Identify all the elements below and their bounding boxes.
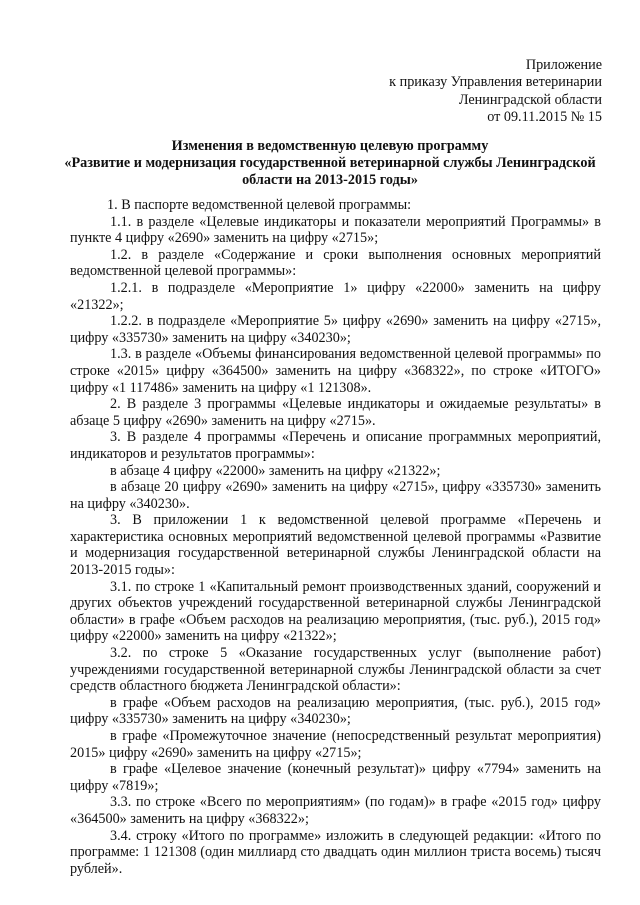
paragraph-3-appendix-1: 3. В приложении 1 к ведомственной целевой программе «Перечень и характеристика основных мероприятий ведомственной целевой программы «Развитие и модернизация государственной ветеринарной службы Ленинградской области на 2013-2015 годы»:: [70, 512, 601, 579]
document-title: [60, 138, 600, 189]
title-line: области на 2013-2015 годы»: [242, 172, 418, 188]
title-line: Изменения в ведомственную целевую программу: [171, 138, 489, 154]
paragraph-1: 1. В паспорте ведомственной целевой программы:: [107, 197, 412, 213]
appendix-line: Приложение: [525, 57, 602, 73]
paragraph-3-2-intermediate: в графе «Промежуточное значение (непосредственный результат мероприятия) 2015» цифру «2690» заменить на цифру «2715»;: [70, 728, 601, 761]
appendix-line: к приказу Управления ветеринарии: [389, 74, 602, 91]
title-line: «Развитие и модернизация государственной ветеринарной службы Ленинградской: [64, 155, 596, 171]
paragraph-3-2: 3.2. по строке 5 «Оказание государственных услуг (выполнение работ) учреждениями государственной ветеринарной службы Ленинградской области за счет средств областного бюджета Ленинградской области»:: [70, 645, 601, 695]
paragraph-1-1: 1.1. в разделе «Целевые индикаторы и показатели мероприятий Программы» в пункте 4 цифру «2690» заменить на цифру «2715»;: [70, 213, 601, 247]
paragraph-1-2: 1.2. в разделе «Содержание и сроки выполнения основных мероприятий ведомственной целевой программы»:: [70, 246, 601, 280]
paragraph-1-2-2: 1.2.2. в подразделе «Мероприятие 5» цифру «2690» заменить на цифру «2715», цифру «335730» заменить на цифру «340230»;: [70, 313, 601, 346]
paragraph-3-indent-20: в абзаце 20 цифру «2690» заменить на цифру «2715», цифру «335730» заменить на цифру «340230».: [70, 479, 601, 512]
paragraph-3-1: 3.1. по строке 1 «Капитальный ремонт производственных зданий, сооружений и других объектов учреждений государственной ветеринарной службы Ленинградской области» в графе «Объем расходов на реализацию мероприятия, (тыс. руб.), 2015 год» цифру «22000» заменить на цифру «21322»;: [70, 578, 601, 645]
paragraph-3-2-volume: в графе «Объем расходов на реализацию мероприятия, (тыс. руб.), 2015 год» цифру «335730» заменить на цифру «340230»;: [70, 694, 601, 728]
paragraph-1-3: 1.3. в разделе «Объемы финансирования ведомственной целевой программы» по строке «2015» цифру «364500» заменить на цифру «368322», по строке «ИТОГО» цифру «1 117486» заменить на цифру «1 121308».: [70, 346, 601, 396]
paragraph-3-4: 3.4. строку «Итого по программе» изложить в следующей редакции: «Итого по программе: 1 121308 (один миллиард сто двадцать один миллион триста восемь) тысяч рублей».: [70, 827, 601, 877]
paragraph-3-indent-4: в абзаце 4 цифру «22000» заменить на цифру «21322»;: [110, 462, 441, 479]
appendix-line: Ленинградской области: [458, 91, 602, 108]
paragraph-3-2-target: в графе «Целевое значение (конечный результат)» цифру «7794» заменить на цифру «7819»;: [70, 761, 601, 794]
paragraph-1-2-1: 1.2.1. в подразделе «Мероприятие 1» цифру «22000» заменить на цифру «21322»;: [70, 279, 601, 313]
appendix-date-number: от 09.11.2015 № 15: [487, 109, 602, 126]
document-body: [70, 197, 601, 877]
paragraph-3-3: 3.3. по строке «Всего по мероприятиям» (по годам)» в графе «2015 год» цифру «364500» заменить на цифру «368322»;: [70, 794, 601, 827]
paragraph-3: 3. В разделе 4 программы «Перечень и описание программных мероприятий, индикаторов и результатов программы»:: [70, 429, 601, 462]
paragraph-2: 2. В разделе 3 программы «Целевые индикаторы и ожидаемые результаты» в абзаце 5 цифру «2690» заменить на цифру «2715».: [70, 396, 601, 429]
appendix-header: [389, 57, 602, 127]
